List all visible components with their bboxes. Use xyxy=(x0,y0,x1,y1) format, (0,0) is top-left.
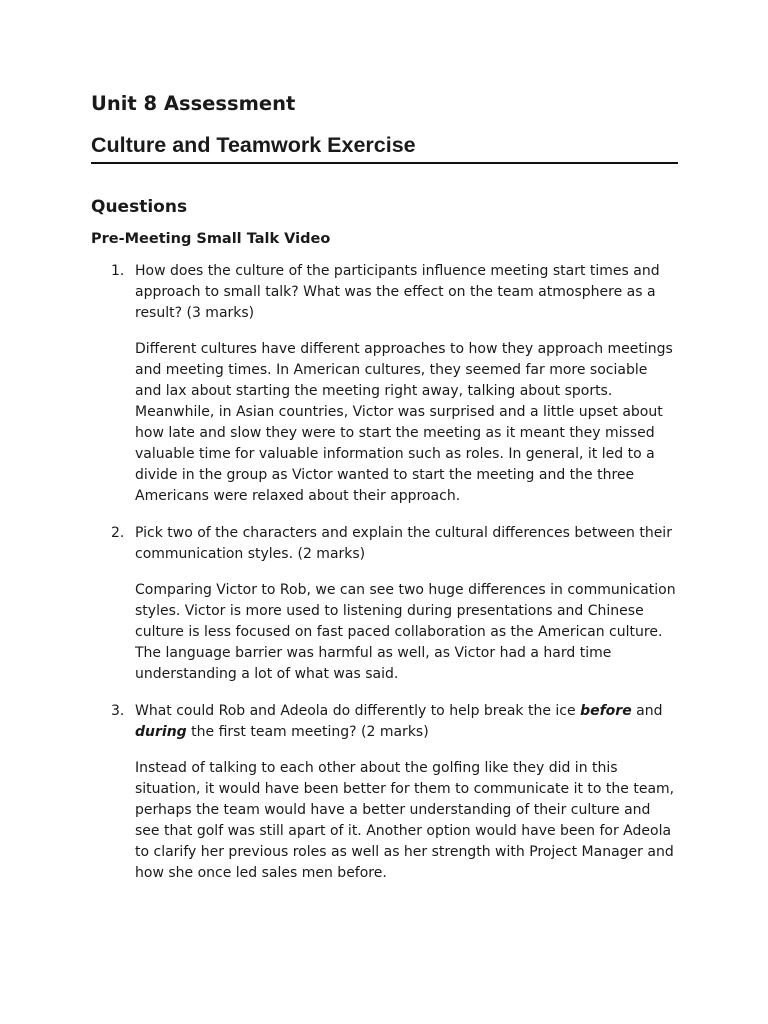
question-text-part: the first team meeting? (2 marks) xyxy=(186,724,429,740)
question-text xyxy=(135,701,678,743)
question-number: 2. xyxy=(111,525,125,541)
question-list xyxy=(91,261,678,884)
answer-text: Different cultures have different approaches to how they approach meetings and meeting times. In American cultures, they seemed far more sociable and lax about starting the meeting right away, talking about sports. Meanwhile, in Asian countries, Victor was surprised and a little upset about how late and slow they were to start the meeting as it meant they missed valuable time for valuable information such as roles. In general, it led to a divide in the group as Victor wanted to start the meeting and the three Americans were relaxed about their approach. xyxy=(135,341,673,504)
questions-heading: Questions xyxy=(91,197,188,217)
emphasis-before: before xyxy=(580,703,632,719)
exercise-title: Culture and Teamwork Exercise xyxy=(91,130,678,164)
question-text-part: and xyxy=(631,703,663,719)
unit-title: Unit 8 Assessment xyxy=(91,92,296,115)
video-subheading: Pre-Meeting Small Talk Video xyxy=(91,231,331,247)
question-item-3 xyxy=(91,701,678,884)
question-number: 3. xyxy=(111,703,125,719)
answer-text: Comparing Victor to Rob, we can see two huge differences in communication styles. Victor is more used to listening during presentations and Chinese culture is less focused on fast paced collaboration as the American culture. The language barrier was harmful as well, as Victor had a hard time understanding a lot of what was said. xyxy=(135,582,676,682)
answer-text: Instead of talking to each other about the golfing like they did in this situation, it would have been better for them to communicate it to the team, perhaps the team would have a better understanding of their culture and see that golf was still apart of it. Another option would have been for Adeola to clarify her previous roles as well as her strength with Project Manager and how she once led sales men before. xyxy=(135,760,675,881)
question-text: Pick two of the characters and explain the cultural differences between their communication styles. (2 marks) xyxy=(135,525,672,562)
question-item-2 xyxy=(91,523,678,685)
question-item-1 xyxy=(91,261,678,507)
question-number: 1. xyxy=(111,263,125,279)
emphasis-during: during xyxy=(135,724,187,740)
document-page xyxy=(91,90,678,900)
question-text: How does the culture of the participants influence meeting start times and approach to small talk? What was the effect on the team atmosphere as a result? (3 marks) xyxy=(135,263,660,321)
question-text-part: What could Rob and Adeola do differently to help break the ice xyxy=(135,703,581,719)
